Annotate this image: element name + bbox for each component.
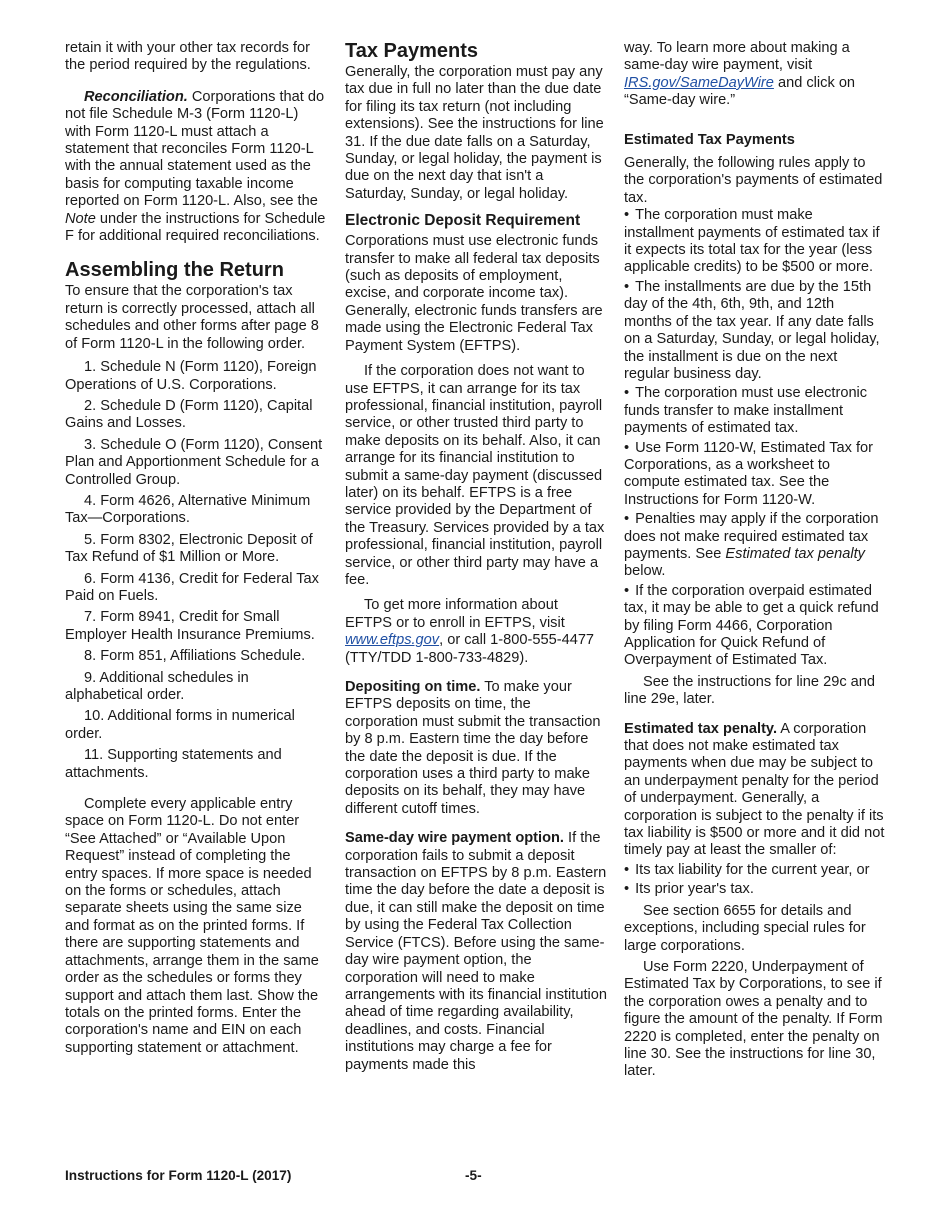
- list-item: 9. Additional schedules in alphabetical order.: [65, 669, 249, 703]
- edr-heading: Electronic Deposit Requirement: [345, 212, 581, 230]
- column-1: [65, 40, 327, 1061]
- on-time-label: Depositing on time.: [345, 679, 481, 695]
- penalty-paragraph: Estimated tax penalty. A corporation that does not make estimated tax payments when due may be subject to an underpayment penalty for the period of underpayment. Generally, a corporation is subject to the penalty if its tax liability is $500 or more and it did not timely pay at least the smaller of:: [624, 720, 885, 859]
- list-item: • Use Form 1120-W, Estimated Tax for Corporations, as a worksheet to compute estimated tax. See the Instructions for Form 1120-W.: [624, 439, 874, 508]
- list-item: 7. Form 8941, Credit for Small Employer Health Insurance Premiums.: [65, 609, 315, 643]
- wire-continued-paragraph: way. To learn more about making a same-day wire payment, visit IRS.gov/SameDayWire and click on “Same-day wire.”: [624, 40, 856, 109]
- eftps-link[interactable]: www.eftps.gov: [345, 632, 440, 649]
- wire-label: Same-day wire payment option.: [345, 830, 564, 847]
- list-item: • Its prior year's tax.: [624, 881, 754, 898]
- list-item: • Penalties may apply if the corporation does not make required estimated tax payments. See Estimated tax penalty below.: [624, 511, 879, 580]
- tax-payments-paragraph: Generally, the corporation must pay any tax due in full no later than the due date for filing its tax return (not including extensions). See the instructions for line 31. If the due date falls on a Saturday, Sunday, or legal holiday, the payment is due on the next day that isn't a Saturday, Sunday, or legal holiday.: [345, 64, 604, 202]
- list-item: 4. Form 4626, Alternative Minimum Tax—Corporations.: [65, 492, 311, 527]
- column-3: [624, 40, 886, 1085]
- tax-payments-heading: Tax Payments: [345, 40, 479, 62]
- on-time-paragraph: Depositing on time. To make your EFTPS deposits on time, the corporation must submit the transaction by 8 p.m. Eastern time the day before the date the deposit is due. If the corporation uses a third party to make deposits on its behalf, they may have different cutoff times.: [345, 679, 601, 817]
- not-eftps-paragraph: If the corporation does not want to use EFTPS, it can arrange for its tax professional, financial institution, payroll service, or other trusted third party to make deposits on its behalf. Also, it can arrange for its financial institution to submit a same-day payment (discussed later) on its behalf. EFTPS is a free service provided by the Department of the Treasury. Services provided by a tax professional, financial institution, payroll service, or other third party may have a fee.: [345, 363, 605, 588]
- wire-paragraph: Same-day wire payment option. If the corporation fails to submit a deposit transaction on EFTPS by 8 p.m. Eastern time the day before the date a deposit is due, it can still make the deposit on time by using the Federal Tax Collection Service (FTCS). Before using the same-day wire payment option, the corporation will need to make arrangements with its financial institution ahead of time regarding availability, deadlines, and costs. Financial institutions may charge a fee for payments made this: [345, 830, 608, 1073]
- see-instructions-paragraph: See the instructions for line 29c and line 29e, later.: [624, 673, 876, 708]
- list-item: • Its tax liability for the current year, or: [624, 861, 870, 878]
- order-list: [65, 359, 327, 782]
- estimated-tax-heading: Estimated Tax Payments: [624, 131, 795, 148]
- same-day-wire-link[interactable]: IRS.gov/SameDayWire: [624, 74, 774, 91]
- estimated-intro: Generally, the following rules apply to the corporation's payments of estimated tax.: [624, 155, 883, 206]
- footer-page-number: -5-: [465, 1168, 482, 1183]
- list-item: 2. Schedule D (Form 1120), Capital Gains and Losses.: [65, 397, 313, 432]
- retain-paragraph: retain it with your other tax records for the period required by the regulations.: [65, 40, 311, 74]
- more-info-paragraph: To get more information about EFTPS or to enroll in EFTPS, visit www.eftps.gov, or call 1-800-555-4477 (TTY/TDD 1-800-733-4829).: [345, 597, 595, 666]
- list-item: 1. Schedule N (Form 1120), Foreign Operations of U.S. Corporations.: [65, 359, 317, 393]
- assembling-intro: To ensure that the corporation's tax return is correctly processed, attach all schedules and other forms after page 8 of Form 1120-L in the following order.: [65, 283, 319, 352]
- footer-form-title: Instructions for Form 1120-L (2017): [65, 1168, 292, 1183]
- list-item: 6. Form 4136, Credit for Federal Tax Paid on Fuels.: [65, 570, 319, 604]
- list-item: • The corporation must make installment payments of estimated tax if it expects its total tax for the year (less applicable credits) to be $500 or more.: [624, 207, 880, 276]
- section-6655-paragraph: See section 6655 for details and exceptions, including special rules for large corporations.: [624, 902, 866, 954]
- estimated-bullets: [624, 207, 886, 670]
- list-item: • The corporation must use electronic funds transfer to make installment payments of estimated tax.: [624, 385, 868, 437]
- reconciliation-label: Reconciliation.: [84, 88, 188, 105]
- reconciliation-paragraph: Reconciliation. Corporations that do not file Schedule M-3 (Form 1120-L) with Form 1120-L must attach a statement that reconciles Form 1120-L with the annual statement used as the basis for computing taxable income reported on Form 1120-L. Also, see the Note under the instructions for Schedule F for additional required reconciliations.: [65, 88, 326, 245]
- list-item: 5. Form 8302, Electronic Deposit of Tax Refund of $1 Million or More.: [65, 531, 313, 566]
- penalty-label: Estimated tax penalty.: [624, 720, 778, 737]
- form-2220-paragraph: Use Form 2220, Underpayment of Estimated Tax by Corporations, to see if the corporation owes a penalty and to figure the amount of the penalty. If Form 2220 is completed, enter the penalty on line 30. See the instructions for line 30, later.: [624, 958, 883, 1080]
- list-item: 10. Additional forms in numerical order.: [65, 708, 295, 742]
- list-item: • If the corporation overpaid estimated tax, it may be able to get a quick refund by filing Form 4466, Corporation Application for Quick Refund of Overpayment of Estimated Tax.: [624, 582, 879, 669]
- list-item: 11. Supporting statements and attachments.: [65, 747, 282, 781]
- assembling-heading: Assembling the Return: [65, 259, 284, 282]
- edr-paragraph: Corporations must use electronic funds transfer to make all federal tax deposits (such as deposits of employment, excise, and corporate income tax). Generally, electronic funds transfers are made using the Electronic Federal Tax Payment System (EFTPS).: [345, 233, 603, 354]
- complete-paragraph: Complete every applicable entry space on Form 1120-L. Do not enter “See Attached” or “Available Upon Request” instead of completing the entry spaces. If more space is needed on the forms or schedules, attach separate sheets using the same size and format as on the printed forms. If there are supporting statements and attachments, arrange them in the same order as the schedules or forms they support and attach them last. Show the totals on the printed forms. Enter the corporation's name and EIN on each supporting statement or attachment.: [65, 796, 319, 1056]
- list-item: 8. Form 851, Affiliations Schedule.: [84, 648, 306, 665]
- column-2: [345, 40, 607, 1078]
- list-item: 3. Schedule O (Form 1120), Consent Plan and Apportionment Schedule for a Controlled Group.: [65, 436, 323, 488]
- list-item: • The installments are due by the 15th day of the 4th, 6th, 9th, and 12th months of the tax year. If any date falls on a Saturday, Sunday, or legal holiday, the installment is due on the next regular business day.: [624, 278, 880, 382]
